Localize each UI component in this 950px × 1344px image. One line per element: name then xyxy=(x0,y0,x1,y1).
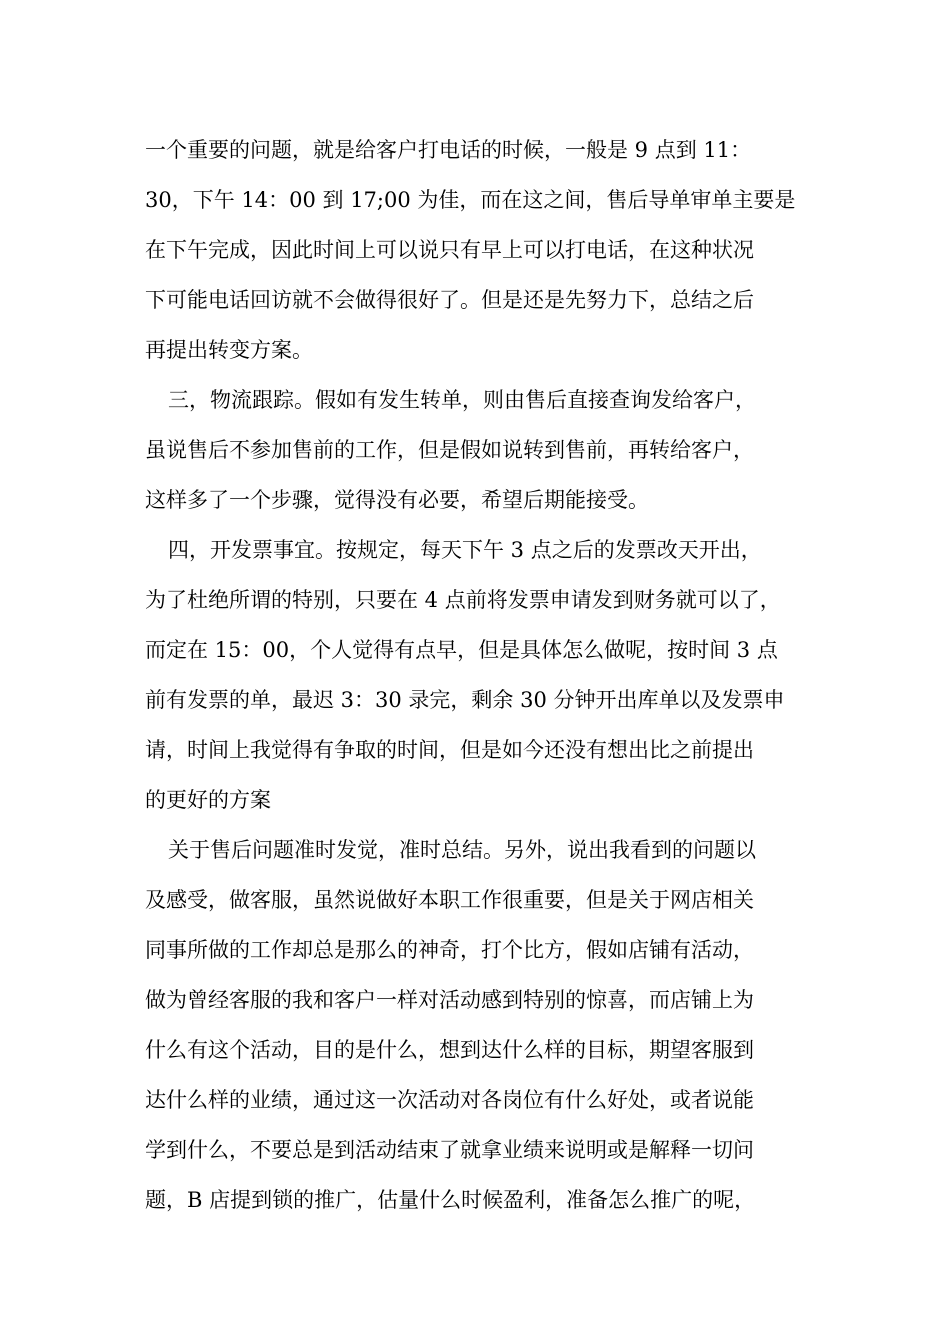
paragraph-first-line: 三，物流跟踪。假如有发生转单，则由售后直接查询发给客户， xyxy=(168,388,756,412)
text-line: 一个重要的问题，就是给客户打电话的时候，一般是 9 点到 11： xyxy=(145,138,752,162)
text-line: 同事所做的工作却总是那么的神奇，打个比方，假如店铺有活动， xyxy=(145,938,754,962)
text-line: 30，下午 14：00 到 17;00 为佳，而在这之间，售后导单审单主要是 xyxy=(145,188,796,212)
text-line: 达什么样的业绩，通过这一次活动对各岗位有什么好处，或者说能 xyxy=(145,1088,754,1112)
text-line: 虽说售后不参加售前的工作，但是假如说转到售前，再转给客户， xyxy=(145,438,754,462)
text-line: 而定在 15：00，个人觉得有点早，但是具体怎么做呢，按时间 3 点 xyxy=(145,638,778,662)
text-line: 请，时间上我觉得有争取的时间，但是如今还没有想出比之前提出 xyxy=(145,738,754,762)
text-line: 题，B 店提到锁的推广，估量什么时候盈利，准备怎么推广的呢， xyxy=(145,1188,756,1212)
text-line: 下可能电话回访就不会做得很好了。但是还是先努力下，总结之后 xyxy=(145,288,754,312)
paragraph-first-line: 关于售后问题准时发觉，准时总结。另外，说出我看到的问题以 xyxy=(168,838,756,862)
text-line: 学到什么，不要总是到活动结束了就拿业绩来说明或是解释一切问 xyxy=(145,1138,754,1162)
text-line: 前有发票的单，最迟 3：30 录完，剩余 30 分钟开出库单以及发票申 xyxy=(145,688,785,712)
text-line: 及感受，做客服，虽然说做好本职工作很重要，但是关于网店相关 xyxy=(145,888,754,912)
paragraph-first-line: 四，开发票事宜。按规定，每天下午 3 点之后的发票改天开出， xyxy=(168,538,762,562)
text-line: 为了杜绝所谓的特别，只要在 4 点前将发票申请发到财务就可以了， xyxy=(145,588,781,612)
text-line: 在下午完成，因此时间上可以说只有早上可以打电话，在这种状况 xyxy=(145,238,754,262)
text-line: 这样多了一个步骤，觉得没有必要，希望后期能接受。 xyxy=(145,488,649,512)
text-line: 什么有这个活动，目的是什么，想到达什么样的目标，期望客服到 xyxy=(145,1038,754,1062)
text-line: 做为曾经客服的我和客户一样对活动感到特别的惊喜，而店铺上为 xyxy=(145,988,754,1012)
text-line: 再提出转变方案。 xyxy=(145,338,313,362)
text-line: 的更好的方案 xyxy=(145,788,271,812)
